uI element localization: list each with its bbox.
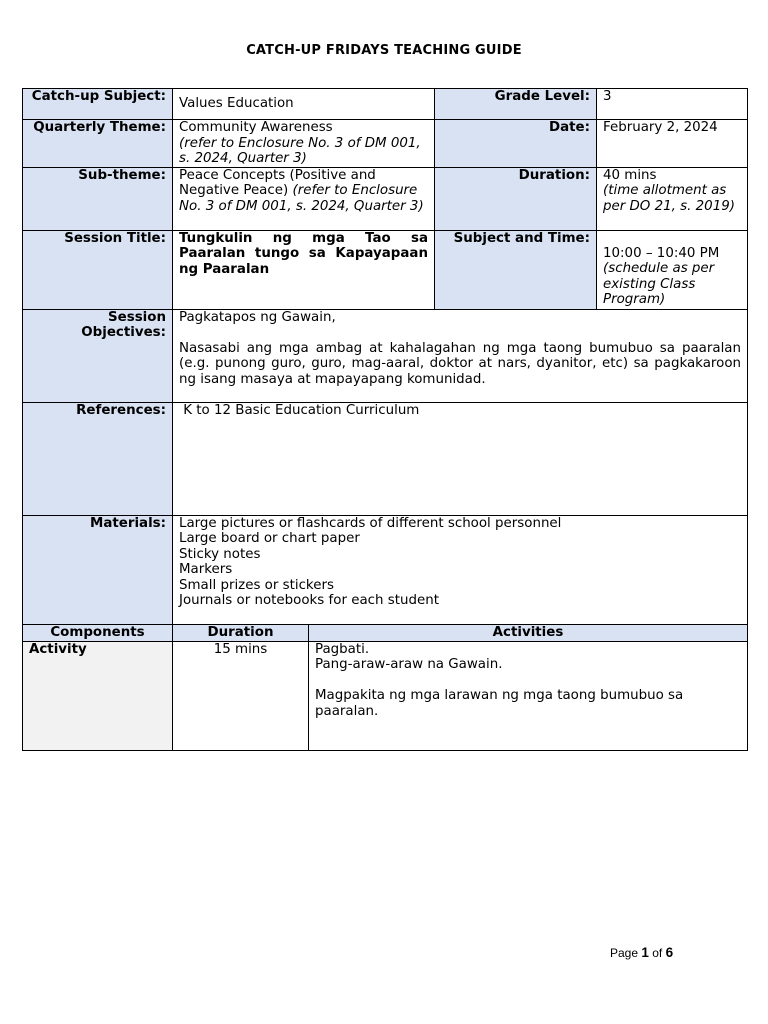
materials-item: Sticky notes bbox=[179, 546, 261, 562]
subtheme-label: Sub-theme: bbox=[23, 167, 173, 230]
duration-header: Duration bbox=[173, 625, 309, 642]
subject-value: Values Education bbox=[173, 89, 435, 120]
subject-label: Catch-up Subject: bbox=[23, 89, 173, 120]
quarterly-theme-value: Community Awareness bbox=[179, 120, 333, 135]
materials-item: Journals or notebooks for each student bbox=[179, 593, 439, 608]
subject-time-cell bbox=[597, 230, 748, 309]
duration-label: Duration: bbox=[435, 167, 597, 230]
duration-cell bbox=[597, 167, 748, 230]
quarterly-theme-cell bbox=[173, 120, 435, 168]
teaching-guide-table bbox=[22, 88, 748, 625]
activity-paragraph: Magpakita ng mga larawan ng mga taong bumubuo sa paaralan. bbox=[315, 688, 684, 719]
document-title: CATCH-UP FRIDAYS TEACHING GUIDE bbox=[246, 43, 522, 58]
grade-level-value: 3 bbox=[597, 89, 748, 120]
subject-time-note: (schedule as per existing Class Program) bbox=[603, 261, 715, 307]
page-current: 1 bbox=[641, 945, 649, 960]
duration-note: (time allotment as per DO 21, s. 2019) bbox=[603, 183, 735, 214]
duration-value: 40 mins bbox=[603, 167, 657, 183]
materials-item: Large board or chart paper bbox=[179, 531, 360, 546]
grade-level-label: Grade Level: bbox=[435, 89, 597, 120]
references-label: References: bbox=[23, 402, 173, 515]
objectives-intro: Pagkatapos ng Gawain, bbox=[179, 309, 336, 325]
date-label: Date: bbox=[435, 120, 597, 168]
materials-item: Markers bbox=[179, 562, 233, 577]
table-row bbox=[23, 641, 748, 750]
of-word: of bbox=[652, 946, 663, 960]
objectives-label: Session Objectives: bbox=[23, 309, 173, 402]
date-value: February 2, 2024 bbox=[597, 120, 748, 168]
quarterly-theme-label: Quarterly Theme: bbox=[23, 120, 173, 168]
component-name: Activity bbox=[23, 641, 173, 750]
subject-time-value: 10:00 – 10:40 PM bbox=[603, 245, 720, 261]
activity-line: Pagbati. bbox=[315, 641, 370, 657]
page-word: Page bbox=[610, 946, 639, 960]
subtheme-reference: (refer to Enclosure No. 3 of DM 001, s. 2024, Quarter 3) bbox=[179, 183, 424, 214]
session-title-value: Tungkulin ng mga Tao sa Paaralan tungo sa Kapayapaan ng Paaralan bbox=[173, 230, 435, 309]
page-number bbox=[610, 945, 673, 960]
quarterly-theme-reference: (refer to Enclosure No. 3 of DM 001, s. 2024, Quarter 3) bbox=[179, 135, 421, 166]
page-total: 6 bbox=[665, 945, 674, 960]
subject-time-label: Subject and Time: bbox=[435, 230, 597, 309]
component-duration: 15 mins bbox=[173, 641, 309, 750]
subtheme-value: Peace Concepts (Positive and Negative Peace) bbox=[179, 167, 376, 198]
materials-list bbox=[173, 515, 748, 624]
objectives-text: Nasasabi ang mga ambag at kahalagahan ng mga taong bumubuo sa paaralan (e.g. punong guro, guro, mag-aaral, doktor at nars, dyanitor, etc) sa pagkakaroon ng isang masaya at mapayapang komunidad. bbox=[179, 340, 741, 387]
materials-item: Large pictures or flashcards of different school personnel bbox=[179, 515, 562, 531]
objectives-cell bbox=[173, 309, 748, 402]
activities-header: Activities bbox=[309, 625, 748, 642]
components-header: Components bbox=[23, 625, 173, 642]
materials-item: Small prizes or stickers bbox=[179, 577, 334, 593]
subtheme-cell bbox=[173, 167, 435, 230]
component-activities bbox=[309, 641, 748, 750]
components-table bbox=[22, 624, 748, 751]
references-value: K to 12 Basic Education Curriculum bbox=[173, 402, 748, 515]
activity-line: Pang-araw-araw na Gawain. bbox=[315, 657, 503, 672]
materials-label: Materials: bbox=[23, 515, 173, 624]
session-title-label: Session Title: bbox=[23, 230, 173, 309]
